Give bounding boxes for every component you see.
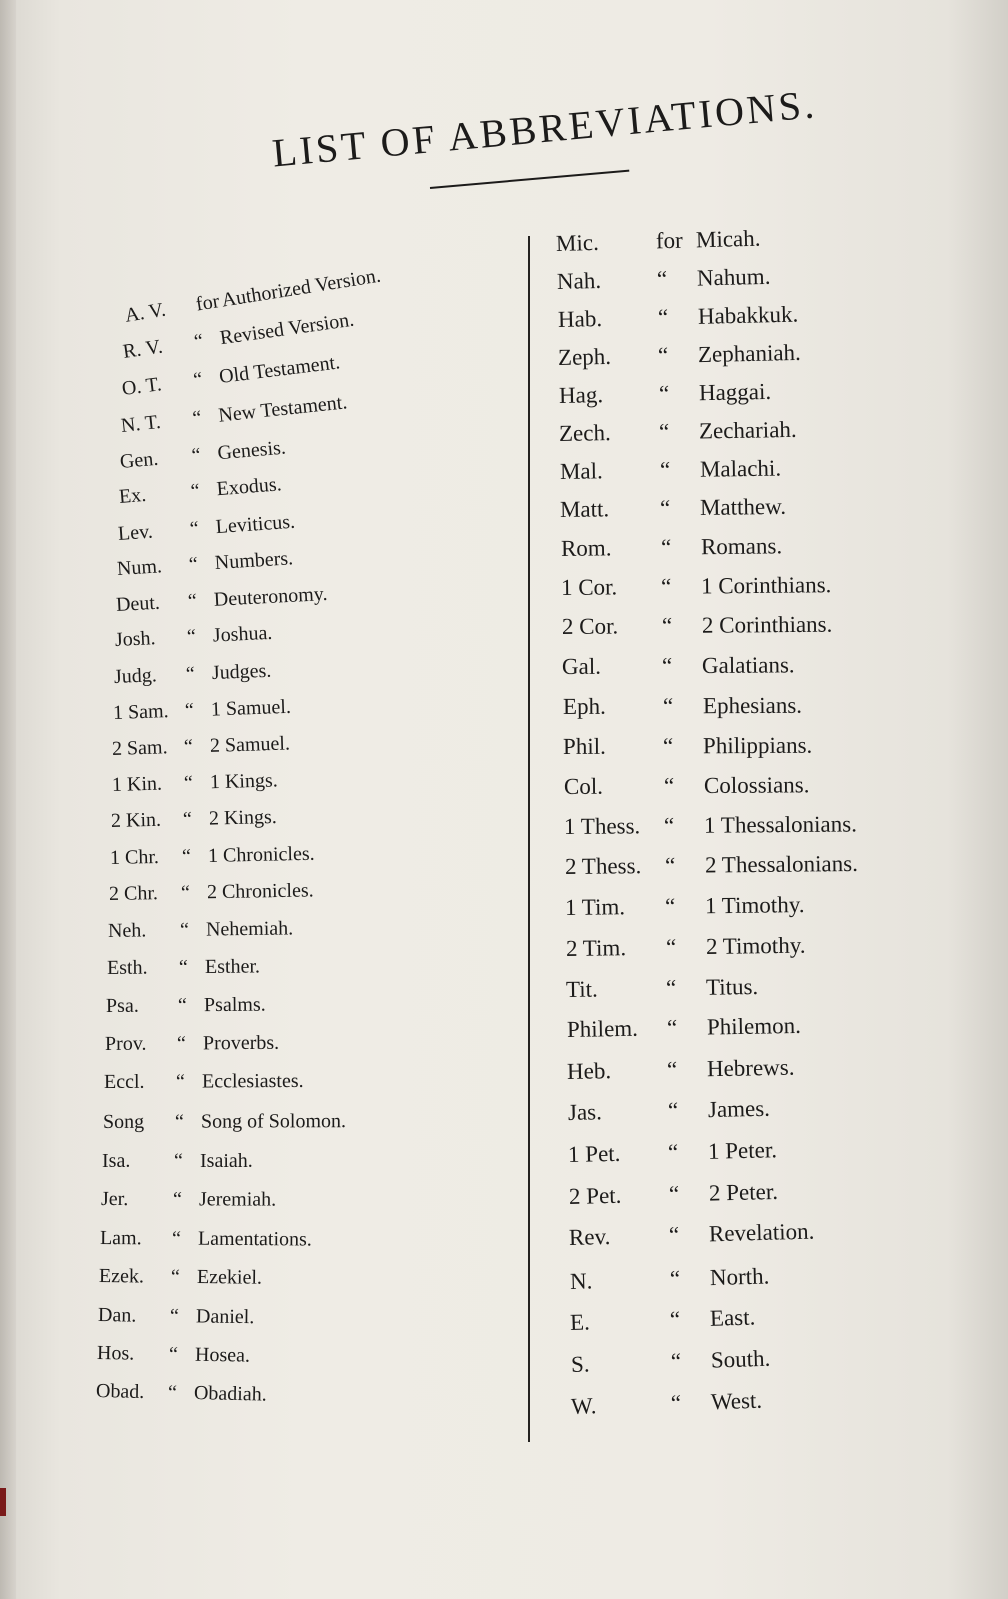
right-entry-row (569, 1263, 770, 1298)
right-entry-connector: “ (667, 1097, 679, 1123)
left-entry-connector: “ (177, 994, 187, 1017)
right-entry-abbreviation: 1 Tim. (564, 894, 626, 920)
left-entry-meaning: New Testament. (217, 391, 349, 427)
right-entry-abbreviation: Tit. (565, 976, 598, 1002)
right-entry-abbreviation: 2 Cor. (561, 613, 619, 639)
right-entry-row (557, 339, 802, 374)
left-entry-meaning: Revised Version. (218, 308, 356, 350)
right-entry-meaning: South. (710, 1345, 771, 1373)
left-entry-abbreviation: 1 Kin. (111, 772, 163, 796)
right-entry-connector: “ (668, 1222, 680, 1248)
right-entry-row (567, 1137, 778, 1171)
left-entry-connector: “ (183, 735, 194, 758)
left-entry-abbreviation: Deut. (115, 591, 161, 616)
left-entry-meaning: Isaiah. (200, 1150, 253, 1172)
right-entry-meaning: Haggai. (698, 378, 772, 406)
right-entry-abbreviation: Rom. (560, 535, 612, 561)
page-title: LIST OF ABBREVIATIONS. (270, 81, 819, 176)
right-entry-abbreviation: Mic. (555, 229, 600, 256)
left-entry-connector: “ (192, 329, 205, 353)
right-entry-row (568, 1178, 779, 1213)
right-entry-meaning: Titus. (705, 973, 759, 1000)
left-entry-connector: “ (190, 443, 202, 467)
right-entry-row (558, 416, 797, 450)
right-entry-connector: “ (659, 457, 671, 483)
right-entry-abbreviation: Zeph. (557, 343, 612, 370)
left-entry-abbreviation: Neh. (107, 919, 147, 942)
right-entry-abbreviation: 2 Thess. (564, 853, 642, 879)
left-entry-connector: “ (184, 699, 195, 722)
right-entry-meaning: Hebrews. (706, 1054, 795, 1082)
left-entry-abbreviation: R. V. (121, 335, 164, 363)
left-entry-meaning: Old Testament. (217, 351, 342, 388)
left-entry-connector: for (194, 290, 221, 316)
left-entry-connector: “ (185, 662, 196, 686)
right-entry-connector: “ (657, 304, 669, 330)
right-entry-connector: “ (664, 852, 676, 878)
right-entry-abbreviation: Hag. (558, 382, 604, 408)
right-entry-meaning: Malachi. (699, 455, 782, 482)
right-entry-connector: “ (658, 419, 670, 445)
left-entry-meaning: 1 Chronicles. (207, 842, 315, 867)
right-entry-row (559, 455, 782, 488)
left-entry-abbreviation: Esth. (106, 956, 148, 979)
left-entry-abbreviation: Ezek. (98, 1265, 145, 1288)
right-entry-abbreviation: Mal. (559, 458, 603, 484)
right-entry-row (555, 225, 761, 260)
left-entry-abbreviation: Ex. (118, 483, 147, 508)
right-entry-abbreviation: Eph. (562, 693, 606, 719)
right-entry-abbreviation: 1 Thess. (563, 813, 641, 839)
right-entry-connector: “ (668, 1181, 680, 1207)
left-entry-meaning: 1 Samuel. (210, 695, 292, 721)
right-entry-abbreviation: 2 Pet. (568, 1182, 622, 1209)
right-entry-row (567, 1095, 771, 1129)
left-entry-connector: “ (183, 771, 194, 794)
right-entry-connector: “ (657, 342, 669, 368)
left-entry-connector: “ (182, 808, 193, 831)
left-entry-abbreviation: Eccl. (103, 1070, 145, 1093)
right-entry-abbreviation: Jas. (567, 1099, 603, 1125)
left-entry-meaning: Numbers. (214, 547, 294, 574)
left-entry-connector: “ (175, 1070, 185, 1093)
right-entry-meaning: Micah. (695, 225, 761, 253)
right-entry-row (568, 1218, 815, 1254)
left-entry-connector: “ (189, 479, 201, 503)
right-entry-abbreviation: Phil. (562, 733, 606, 759)
left-entry-abbreviation: Josh. (114, 627, 157, 651)
left-entry-meaning: Daniel. (195, 1305, 255, 1329)
left-entry-meaning: Leviticus. (214, 510, 296, 539)
right-entry-meaning: West. (710, 1387, 763, 1415)
left-entry-connector: “ (176, 1032, 186, 1055)
left-entry-meaning: Ezekiel. (196, 1266, 263, 1289)
left-entry-meaning: Deuteronomy. (213, 582, 328, 611)
right-entry-meaning: East. (709, 1304, 756, 1331)
left-entry-meaning: 1 Kings. (209, 769, 279, 794)
left-entry-meaning: Proverbs. (202, 1031, 280, 1055)
right-entry-connector: “ (663, 773, 675, 799)
right-entry-abbreviation: Matt. (559, 496, 610, 522)
right-entry-connector: “ (665, 934, 677, 960)
left-entry-connector: “ (191, 406, 203, 430)
right-entry-connector: “ (662, 693, 674, 719)
right-entry-connector: “ (660, 534, 672, 560)
left-entry-meaning: Nehemiah. (205, 917, 294, 941)
right-entry-connector: “ (660, 573, 672, 599)
right-entry-connector: “ (659, 495, 671, 521)
right-entry-connector: “ (670, 1390, 682, 1416)
right-entry-row (565, 973, 759, 1006)
left-entry-meaning: 2 Chronicles. (206, 879, 314, 904)
left-entry-connector: “ (168, 1343, 179, 1366)
right-entry-abbreviation: E. (569, 1309, 591, 1335)
left-entry-meaning: Esther. (204, 955, 261, 978)
right-entry-row (570, 1345, 771, 1381)
right-entry-abbreviation: N. (569, 1268, 593, 1294)
right-entry-abbreviation: Philem. (566, 1015, 639, 1042)
left-entry-connector: “ (189, 517, 200, 540)
left-entry-abbreviation: Isa. (102, 1150, 131, 1172)
right-entry-row (566, 1012, 802, 1046)
right-entry-meaning: 2 Corinthians. (701, 611, 833, 638)
right-entry-row (557, 301, 799, 336)
right-entry-meaning: Nahum. (696, 263, 771, 291)
left-entry-meaning: Psalms. (203, 993, 266, 1017)
left-entry-meaning: Joshua. (212, 621, 273, 647)
right-entry-abbreviation: 2 Tim. (565, 935, 627, 961)
left-entry-connector: “ (188, 553, 199, 576)
right-entry-connector: “ (656, 266, 668, 292)
left-entry-abbreviation: 2 Chr. (108, 882, 159, 905)
left-entry-abbreviation: Dan. (97, 1304, 137, 1327)
right-entry-meaning: Matthew. (699, 493, 787, 521)
left-entry-connector: “ (179, 918, 190, 941)
right-entry-meaning: North. (709, 1263, 770, 1291)
left-entry-connector: “ (172, 1188, 182, 1211)
right-entry-meaning: Galatians. (701, 652, 795, 679)
left-entry-abbreviation: N. T. (119, 410, 162, 437)
right-entry-row (558, 378, 772, 412)
right-entry-connector: “ (665, 975, 677, 1001)
right-entry-meaning: 1 Peter. (707, 1137, 778, 1164)
left-entry-meaning: Authorized Version. (220, 264, 383, 312)
left-entry-meaning: Lamentations. (197, 1227, 312, 1251)
left-entry-abbreviation: Obad. (95, 1380, 145, 1404)
right-entry-meaning: Zephaniah. (697, 339, 802, 368)
left-entry-abbreviation: 2 Sam. (111, 736, 168, 760)
left-entry-abbreviation: Hos. (96, 1342, 135, 1365)
right-entry-abbreviation: Gal. (561, 653, 602, 679)
left-entry-meaning: Ecclesiastes. (201, 1069, 304, 1093)
right-entry-meaning: Romans. (700, 533, 783, 560)
right-entry-connector: “ (666, 1056, 678, 1083)
left-entry-meaning: Exodus. (215, 473, 283, 501)
left-entry-abbreviation: Lev. (117, 520, 154, 545)
right-entry-meaning: Colossians. (703, 772, 810, 799)
left-entry-meaning: Song of Solomon. (200, 1110, 347, 1133)
right-entry-meaning: 1 Thessalonians. (703, 811, 857, 838)
right-entry-row (569, 1304, 756, 1339)
right-entry-connector: for (655, 227, 684, 254)
right-entry-abbreviation: 1 Cor. (560, 574, 618, 600)
left-entry-abbreviation: Song (102, 1110, 145, 1133)
right-entry-meaning: 2 Peter. (708, 1178, 779, 1206)
right-entry-abbreviation: Nah. (556, 267, 602, 294)
left-entry-connector: “ (187, 589, 198, 613)
right-entry-connector: “ (669, 1306, 681, 1333)
left-entry-connector: “ (178, 956, 189, 979)
right-entry-abbreviation: Hab. (557, 306, 603, 332)
right-entry-abbreviation: Zech. (558, 420, 611, 446)
right-entry-abbreviation: Col. (563, 773, 604, 799)
right-entry-connector: “ (667, 1139, 679, 1165)
right-entry-meaning: 2 Thessalonians. (704, 850, 859, 878)
left-entry-connector: “ (171, 1227, 181, 1250)
left-entry-connector: “ (174, 1150, 183, 1172)
left-entry-meaning: Jeremiah. (198, 1188, 277, 1211)
left-entry-connector: “ (170, 1265, 181, 1288)
left-entry-meaning: Judges. (211, 659, 272, 685)
left-entry-abbreviation: Judg. (113, 664, 158, 688)
right-entry-connector: “ (670, 1348, 682, 1374)
right-entry-connector: “ (662, 733, 674, 759)
right-entry-abbreviation: Heb. (566, 1058, 612, 1084)
left-entry-connector: “ (167, 1381, 178, 1404)
left-entry-connector: “ (192, 368, 204, 392)
left-entry-meaning: 2 Samuel. (209, 732, 291, 757)
right-entry-meaning: Ephesians. (702, 692, 803, 719)
left-entry-abbreviation: 2 Kin. (110, 808, 162, 832)
right-entry-connector: “ (666, 1015, 678, 1041)
left-entry-meaning: Genesis. (216, 436, 287, 465)
left-entry-abbreviation: 1 Sam. (112, 700, 169, 724)
left-entry-connector: “ (174, 1110, 184, 1133)
right-entry-meaning: Philippians. (702, 732, 813, 759)
right-entry-row (566, 1054, 795, 1088)
right-entry-meaning: 2 Timothy. (705, 932, 806, 960)
right-entry-connector: “ (658, 380, 670, 407)
left-entry-meaning: Hosea. (194, 1343, 251, 1367)
right-entry-abbreviation: W. (570, 1393, 597, 1419)
right-entry-abbreviation: S. (570, 1351, 590, 1377)
right-entry-abbreviation: Rev. (568, 1223, 611, 1250)
right-entry-meaning: Zechariah. (698, 416, 797, 444)
left-entry-connector: “ (169, 1305, 180, 1328)
right-entry-meaning: James. (707, 1095, 771, 1123)
left-entry-abbreviation: O. T. (120, 373, 163, 400)
left-entry-abbreviation: Jer. (100, 1188, 129, 1211)
right-entry-meaning: 1 Timothy. (704, 892, 805, 919)
right-entry-abbreviation: 1 Pet. (567, 1140, 621, 1167)
right-entry-connector: “ (669, 1265, 681, 1292)
right-entry-meaning: Revelation. (708, 1218, 815, 1247)
right-entry-connector: “ (661, 613, 673, 639)
right-entry-row (556, 263, 771, 298)
right-entry-connector: “ (664, 893, 676, 919)
left-entry-abbreviation: Gen. (119, 447, 160, 473)
right-entry-meaning: Philemon. (706, 1012, 802, 1040)
left-entry-meaning: 2 Kings. (208, 805, 278, 830)
left-entry-connector: “ (180, 881, 191, 904)
left-entry-meaning: Obadiah. (193, 1382, 267, 1406)
right-entry-connector: “ (663, 813, 675, 839)
left-entry-connector: “ (186, 625, 197, 648)
right-entry-meaning: Habakkuk. (697, 301, 799, 329)
left-entry-abbreviation: Num. (116, 555, 163, 580)
left-entry-connector: “ (181, 845, 192, 868)
left-entry-abbreviation: 1 Chr. (109, 845, 160, 869)
left-entry-abbreviation: Lam. (99, 1227, 142, 1250)
left-entry-abbreviation: Psa. (105, 994, 139, 1017)
left-entry-abbreviation: Prov. (104, 1032, 147, 1055)
right-entry-row (570, 1387, 763, 1423)
left-entry-abbreviation: A. V. (123, 298, 168, 327)
right-entry-connector: “ (661, 653, 673, 679)
right-entry-meaning: 1 Corinthians. (700, 572, 832, 599)
